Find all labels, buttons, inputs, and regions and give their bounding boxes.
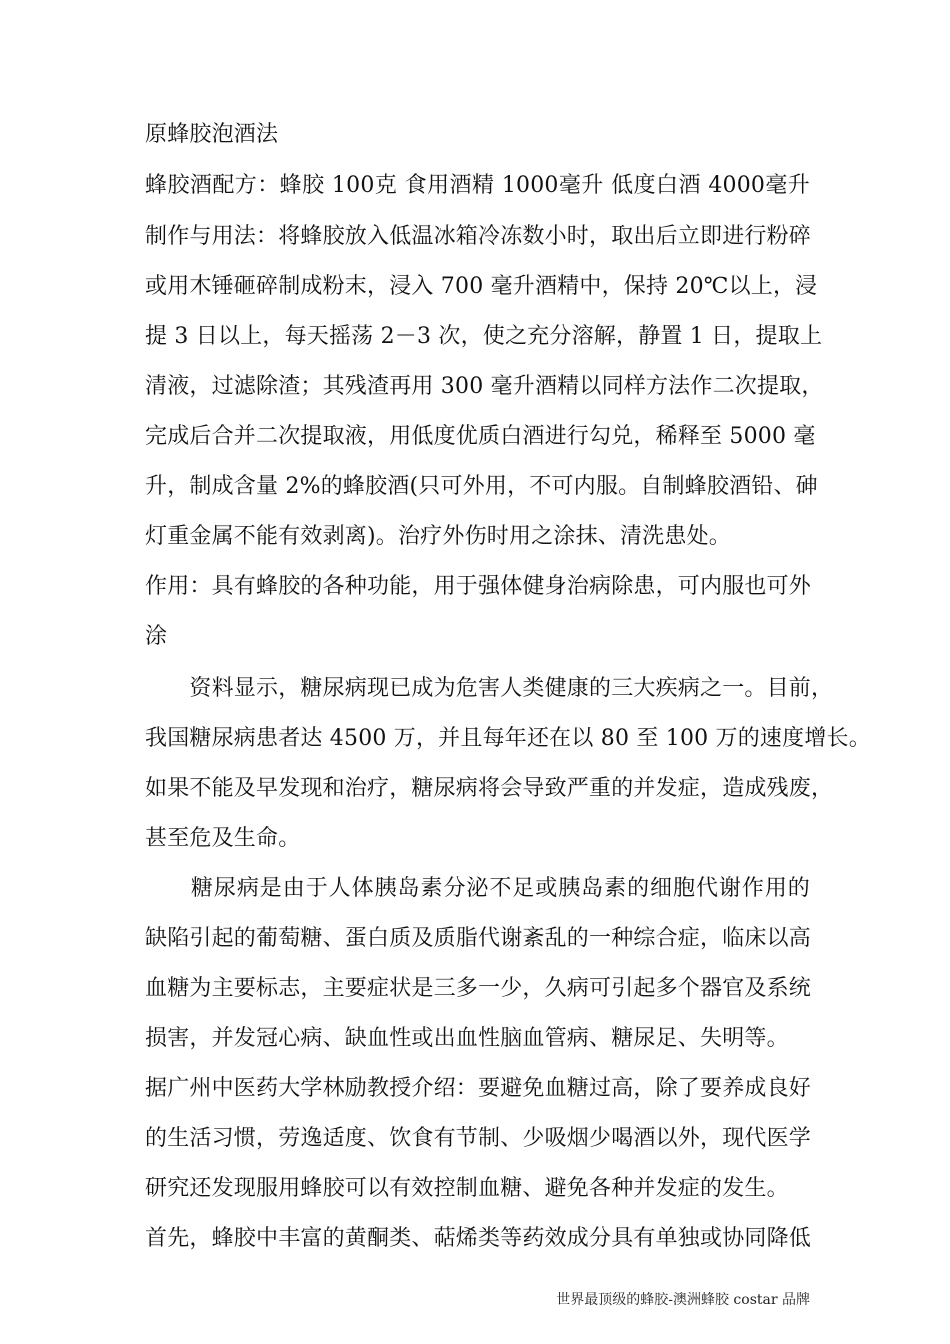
- document-title: 原蜂胶泡酒法: [145, 122, 279, 147]
- text-line: 涂: [145, 624, 168, 649]
- text-line: 资料显示，糖尿病现已成为危害人类健康的三大疾病之一。目前，: [145, 676, 834, 701]
- text-line: 糖尿病是由于人体胰岛素分泌不足或胰岛素的细胞代谢作用的: [145, 876, 810, 901]
- text-line: 首先，蜂胶中丰富的黄酮类、萜烯类等药效成分具有单独或协同降低: [145, 1226, 812, 1251]
- text-line: 研究还发现服用蜂胶可以有效控制血糖、避免各种并发症的发生。: [145, 1176, 789, 1201]
- text-line: 缺陷引起的葡萄糖、蛋白质及质脂代谢紊乱的一种综合症，临床以高: [145, 926, 812, 951]
- text-line: 升，制成含量 2%的蜂胶酒(只可外用，不可内服。自制蜂胶酒铅、砷: [145, 474, 818, 499]
- text-line: 甚至危及生命。: [145, 826, 301, 851]
- page-footer: 世界最顶级的蜂胶-澳洲蜂胶 costar 品牌: [556, 1292, 810, 1308]
- text-line: 蜂胶酒配方：蜂胶 100克 食用酒精 1000毫升 低度白酒 4000毫升: [145, 173, 810, 198]
- text-line: 损害，并发冠心病、缺血性或出血性脑血管病、糖尿足、失明等。: [145, 1026, 789, 1051]
- text-line: 制作与用法：将蜂胶放入低温冰箱冷冻数小时，取出后立即进行粉碎: [145, 224, 812, 249]
- text-line: 据广州中医药大学林励教授介绍：要避免血糖过高，除了要养成良好: [145, 1076, 812, 1101]
- text-line: 的生活习惯，劳逸适度、饮食有节制、少吸烟少喝酒以外，现代医学: [145, 1126, 812, 1151]
- text-line: 清液，过滤除渣；其残渣再用 300 毫升酒精以同样方法作二次提取，: [145, 374, 824, 399]
- text-line: 完成后合并二次提取液，用低度优质白酒进行勾兑，稀释至 5000 毫: [145, 424, 816, 449]
- text-line: 血糖为主要标志，主要症状是三多一少，久病可引起多个器官及系统: [145, 976, 812, 1001]
- text-line: 或用木锤砸碎制成粉末，浸入 700 毫升酒精中，保持 20℃以上，浸: [145, 274, 818, 299]
- text-line: 我国糖尿病患者达 4500 万，并且每年还在以 80 至 100 万的速度增长。: [145, 726, 871, 751]
- text-line: 灯重金属不能有效剥离)。治疗外伤时用之涂抹、清洗患处。: [145, 524, 731, 549]
- text-line: 作用：具有蜂胶的各种功能，用于强体健身治病除患，可内服也可外: [145, 574, 812, 599]
- text-line: 提 3 日以上，每天摇荡 2－3 次，使之充分溶解，静置 1 日，提取上: [145, 324, 823, 349]
- text-line: 如果不能及早发现和治疗，糖尿病将会导致严重的并发症，造成残废，: [145, 776, 834, 801]
